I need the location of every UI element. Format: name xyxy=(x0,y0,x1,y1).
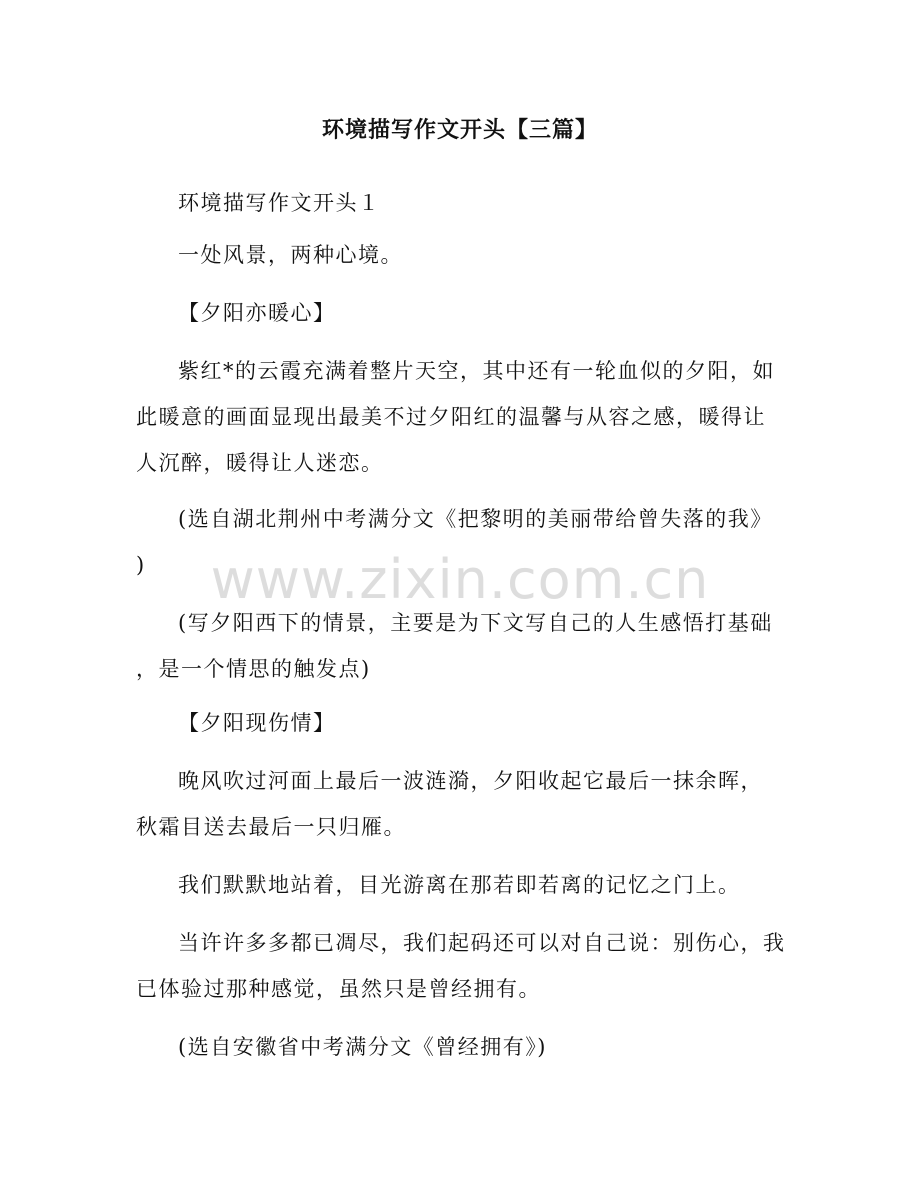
document-title: 环境描写作文开头【三篇】 xyxy=(321,118,598,143)
subheading-warm-sunset xyxy=(136,290,786,336)
subheading-sad-sunset xyxy=(136,700,786,746)
paragraph-line: ，是一个情思的触发点) xyxy=(136,657,371,681)
paragraph-line: 【夕阳现伤情】 xyxy=(178,711,336,735)
paragraph-line: (选自安徽省中考满分文《曾经拥有》) xyxy=(178,1035,547,1059)
paragraph-line: 此暖意的画面显现出最美不过夕阳红的温馨与从容之感，暖得让 xyxy=(136,405,766,429)
annotation-1 xyxy=(136,600,786,692)
paragraph-memory xyxy=(136,920,786,1012)
citation-2 xyxy=(136,1024,786,1070)
paragraph-line: (写夕阳西下的情景，主要是为下文写自己的人生感悟打基础 xyxy=(178,611,773,635)
paragraph-line: 紫红*的云霞充满着整片天空，其中还有一轮血似的夕阳，如 xyxy=(178,359,775,383)
paragraph-line: 人沉醉，暖得让人迷恋。 xyxy=(136,451,384,475)
paragraph-line: 我们默默地站着，目光游离在那若即若离的记忆之门上。 xyxy=(178,873,741,897)
paragraph-line: 已体验过那种感觉，虽然只是曾经拥有。 xyxy=(136,977,541,1001)
paragraph-standing xyxy=(136,862,786,908)
paragraph-warm-sunset xyxy=(136,348,786,486)
paragraph-line: ) xyxy=(136,553,146,577)
paragraph-intro xyxy=(136,232,786,278)
paragraph-line: 【夕阳亦暖心】 xyxy=(178,301,336,325)
paragraph-sad-sunset xyxy=(136,758,786,850)
paragraph-line: (选自湖北荆州中考满分文《把黎明的美丽带给曾失落的我》 xyxy=(178,507,773,531)
paragraph-line: 秋霜目送去最后一只归雁。 xyxy=(136,815,406,839)
watermark: www.zixin.com.cn xyxy=(210,548,710,611)
paragraph-line: 当许许多多都已凋尽，我们起码还可以对自己说：别伤心，我 xyxy=(178,931,786,955)
paragraph-line: 环境描写作文开头１ xyxy=(178,191,381,215)
paragraph-line: 一处风景，两种心境。 xyxy=(178,243,403,267)
citation-1 xyxy=(136,496,786,588)
paragraph-line: 晚风吹过河面上最后一波涟漪，夕阳收起它最后一抹余晖， xyxy=(178,769,763,793)
paragraph-heading-1 xyxy=(136,180,786,226)
